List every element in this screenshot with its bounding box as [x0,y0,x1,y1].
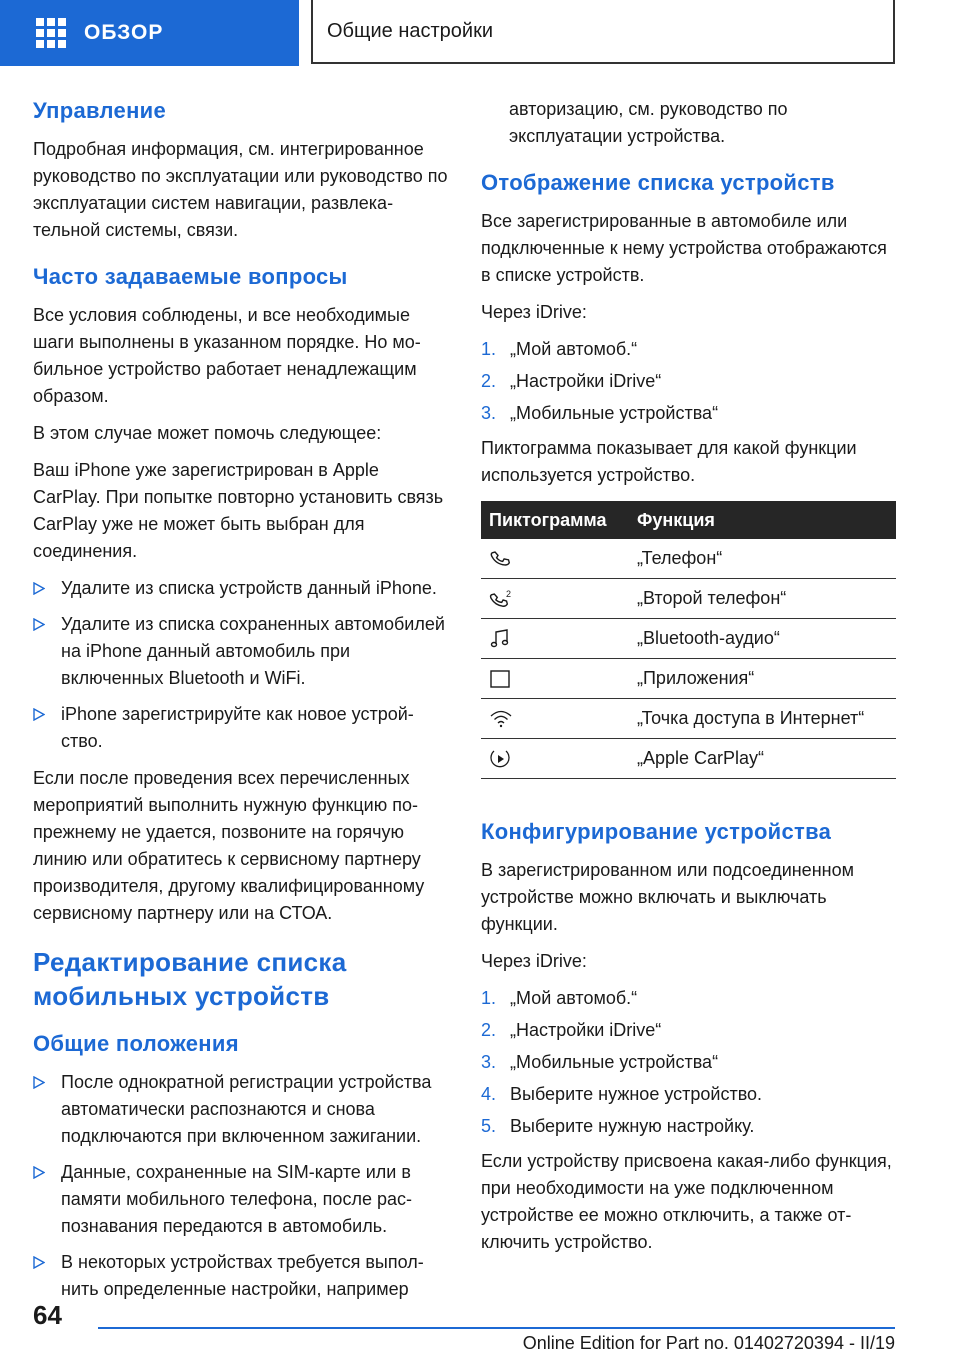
control-heading: Управление [33,98,167,123]
list-item: 3. „Мобильные устройства“ [481,403,719,423]
edition-text: Online Edition for Part no. 01402720394 - II/19 [522,1333,895,1353]
phone-icon [489,548,511,570]
tab-general-settings[interactable] [311,0,895,64]
list-item: Удалите из списка сохраненных автомобилей на iPhone данный автомобиль при включенных Bluetooth и WiFi. [33,611,448,692]
triangle-bullet-icon [33,708,45,721]
list-item: 1. „Мой автомоб.“ [481,339,638,359]
function-cell: „Точка доступа в Интернет“ [629,699,896,739]
right-column [481,96,896,1266]
device-list-steps [481,336,896,427]
table-row [481,539,896,579]
config-heading: Конфигурирование устройства [481,819,832,844]
function-cell: „Bluetooth-аудио“ [629,619,896,659]
table-row [481,619,896,659]
faq-paragraph: Если после проведения всех перечисленных мероприятий выполнить нужную функцию по-прежнему не удается, позвоните на горячую линию или обратитесь к сервисному партнеру производителя, другому квалифицированному сервисному партнеру или на СТОА. [33,768,425,923]
svg-text:2: 2 [506,588,512,599]
table-header-row [481,501,896,539]
via-idrive-label: Через iDrive: [481,951,587,971]
list-item: После однократной регистрации устройства автоматически распознаются и снова подключаются при включенном зажигании. [33,1069,448,1150]
list-item: В некоторых устройствах требуется выполнить определенные настройки, например [33,1249,448,1303]
list-item: 2. „Настройки iDrive“ [481,1020,662,1040]
function-cell: „Второй телефон“ [629,579,896,619]
general-heading: Общие положения [33,1031,239,1056]
tab-overview-label: ОБЗОР [84,21,164,44]
faq-bullet-list [33,575,448,755]
config-text: В зарегистрированном или подсоединенном устройстве можно включать и выключать функции. [481,860,854,934]
top-navigation [0,0,960,66]
column-header-icon: Пиктограмма [481,501,629,539]
table-row [481,579,896,619]
continued-text: авторизацию, см. руководство по эксплуатации устройства. [509,99,788,146]
config-final-text: Если устройству присвоена какая-либо функция, при необходимости на уже подключенном устройстве ее можно отключить, а также отключить устройство. [481,1151,892,1252]
list-item: 5. Выберите нужную настройку. [481,1116,755,1136]
triangle-bullet-icon [33,582,45,595]
footer-divider [98,1327,895,1329]
list-item: 2. „Настройки iDrive“ [481,371,662,391]
wifi-hotspot-icon [489,708,513,730]
table-row [481,659,896,699]
page-number: 64 [33,1300,62,1330]
apps-square-icon [489,668,511,690]
column-header-function: Функция [629,501,896,539]
config-steps [481,985,896,1140]
triangle-bullet-icon [33,1076,45,1089]
triangle-bullet-icon [33,618,45,631]
table-row [481,739,896,779]
device-list-text: Все зарегистрированные в автомобиле или подключенные к нему устройства отображаются в списке устройств. [481,211,887,285]
triangle-bullet-icon [33,1256,45,1269]
triangle-bullet-icon [33,1166,45,1179]
grid-menu-icon [36,18,66,48]
list-item: Данные, сохраненные на SIM-карте или в памяти мобильного телефона, после распознавания передаются в автомобиль. [33,1159,448,1240]
list-item: Удалите из списка устройств данный iPhone. [33,575,448,602]
icon-function-table [481,501,896,779]
via-idrive-label: Через iDrive: [481,302,587,322]
device-list-heading: Отображение списка устройств [481,170,835,195]
carplay-play-icon [489,748,511,770]
second-phone-icon [489,588,513,610]
control-text: Подробная информация, см. интегрированное руководство по эксплуатации или руководство по эксплуатации систем навигации, развлекательной системы, связи. [33,139,448,240]
function-cell: „Телефон“ [629,539,896,579]
tab-general-settings-label: Общие настройки [327,19,493,42]
music-note-icon [489,628,511,650]
faq-heading: Часто задаваемые вопросы [33,264,348,289]
table-intro: Пиктограмма показывает для какой функции используется устройство. [481,438,857,485]
list-item: iPhone зарегистрируйте как новое устройство. [33,701,448,755]
list-item: 1. „Мой автомоб.“ [481,988,638,1008]
list-item: 4. Выберите нужное устройство. [481,1084,763,1104]
table-row [481,699,896,739]
faq-paragraph: Все условия соблюдены, и все необходимые шаги выполнены в указанном порядке. Но мобильное устройство работает ненадлежащим образом. [33,305,421,406]
edit-list-heading: Редактирование списка мобильных устройств [33,947,347,1011]
tab-overview[interactable] [0,0,299,66]
faq-paragraph: В этом случае может помочь следующее: [33,423,382,443]
function-cell: „Приложения“ [629,659,896,699]
list-item: 3. „Мобильные устройства“ [481,1052,719,1072]
general-bullet-list [33,1069,448,1303]
function-cell: „Apple CarPlay“ [629,739,896,779]
faq-paragraph: Ваш iPhone уже зарегистрирован в Apple CarPlay. При попытке повторно установить связь CarPlay уже не может быть выбран для соединения. [33,460,444,561]
left-column [33,96,448,1313]
